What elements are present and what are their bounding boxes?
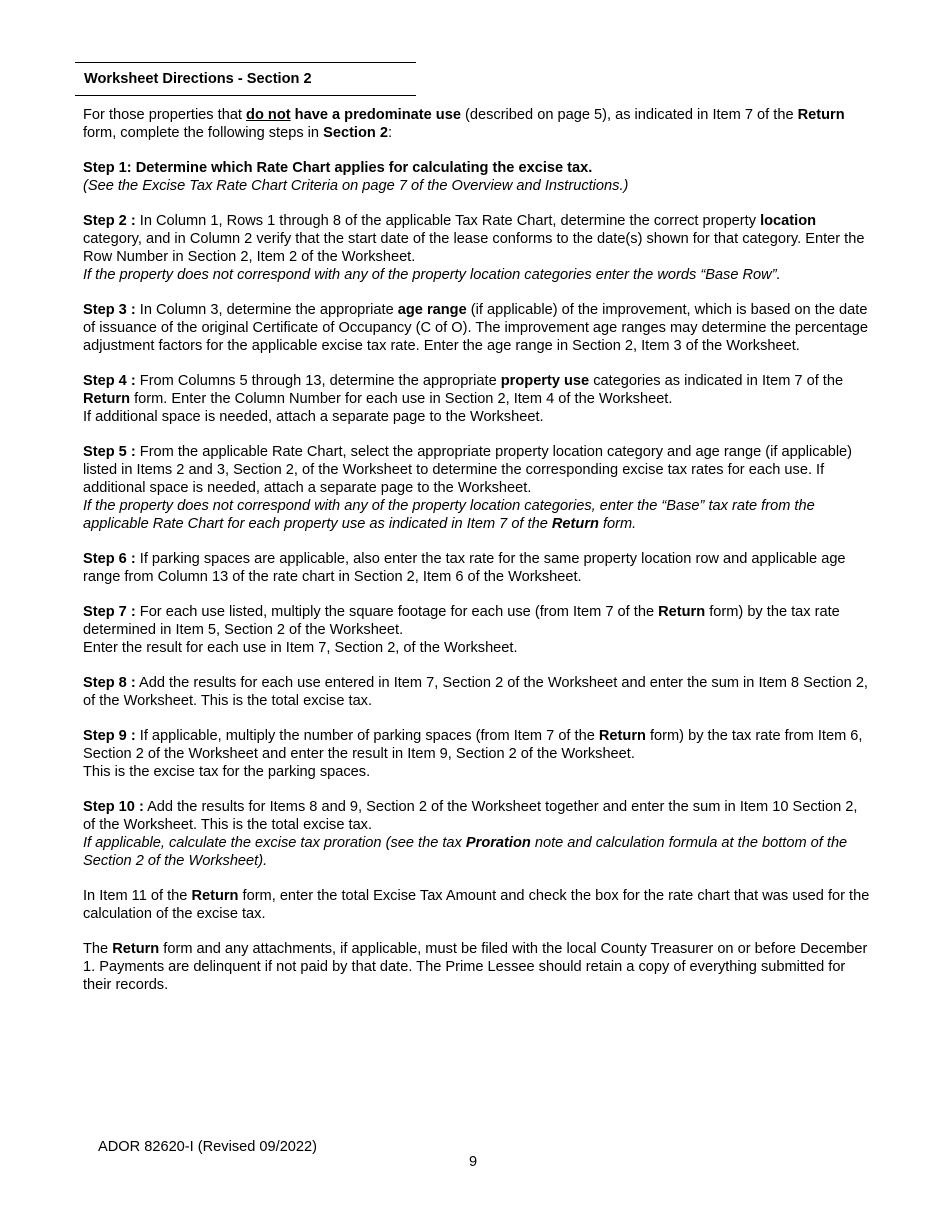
text-run: Add the results for each use entered in Item 7, Section 2 of the Worksheet and enter the sum in Item 8 Section 2, of the Worksheet. This is the total excise tax. <box>83 675 868 709</box>
emphasized-text: form. <box>598 516 637 532</box>
text-run: The <box>83 941 113 957</box>
text-run: category, and in Column 2 verify that the start date of the lease conforms to the date(s) shown for that category. Enter the Row Number in Section 2, Item 2 of the Worksheet. <box>83 231 865 265</box>
emphasized-text: Return <box>83 391 131 407</box>
text-run: form, enter the total Excise Tax Amount and check the box for the rate chart that was used for the calculation of the excise tax. <box>83 888 870 922</box>
text-run: From Columns 5 through 13, determine the appropriate <box>135 373 501 389</box>
emphasized-text: Return <box>112 941 160 957</box>
emphasized-text: Return <box>598 728 646 744</box>
heading-rule <box>75 95 416 96</box>
text-run: For each use listed, multiply the square footage for each use (from Item 7 of the <box>135 604 659 620</box>
emphasized-text: Step 3 : <box>83 302 136 318</box>
emphasized-text: Step 8 : <box>83 675 136 691</box>
text-run: If applicable, multiply the number of parking spaces (from Item 7 of the <box>135 728 599 744</box>
text-run: If additional space is needed, attach a separate page to the Worksheet. <box>83 409 544 425</box>
page-number: 9 <box>468 1154 478 1170</box>
text-run: form and any attachments, if applicable, must be filed with the local County Treasurer on or before December 1. Payments are delinquent if not paid by that date. The Prime Lessee should retain a copy of everything submitted for their records. <box>83 941 868 993</box>
emphasized-text: Return <box>658 604 706 620</box>
emphasized-text: If the property does not correspond with any of the property location categories enter the words “Base Row”. <box>83 267 781 283</box>
emphasized-text: Return <box>191 888 239 904</box>
text-run: Enter the result for each use in Item 7, Section 2, of the Worksheet. <box>83 640 518 656</box>
text-run: (described on page 5), as indicated in Item 7 of the <box>460 107 798 123</box>
text-run: This is the excise tax for the parking spaces. <box>83 764 371 780</box>
emphasized-text: age range <box>397 302 467 318</box>
text-run: (if applicable) of the improvement, which is based on the date of issuance of the original Certificate of Occupancy (C of O). The improvement age ranges may determine the percentage adjustment factors for the applicable excise tax rate. Enter the age range in Section 2, Item 3 of the Worksheet. <box>83 302 868 354</box>
emphasized-text: Step 7 : <box>83 604 136 620</box>
text-run: In Column 3, determine the appropriate <box>135 302 398 318</box>
emphasized-text: Step 10 : <box>83 799 144 815</box>
emphasized-text: note and calculation formula at the bottom of the Section 2 of the Worksheet). <box>83 835 848 869</box>
text-run: : <box>388 125 393 141</box>
direction-paragraph <box>83 798 873 870</box>
direction-paragraph <box>83 674 873 710</box>
form-identifier: ADOR 82620-I (Revised 09/2022) <box>98 1139 318 1155</box>
text-run: form, complete the following steps in <box>83 125 324 141</box>
emphasized-text: Return <box>797 107 845 123</box>
text-run: In Item 11 of the <box>83 888 192 904</box>
top-rule <box>75 62 416 63</box>
direction-paragraph <box>83 443 873 533</box>
direction-paragraph <box>83 603 873 657</box>
direction-paragraph <box>83 159 873 195</box>
direction-paragraph <box>83 550 873 586</box>
directions-body <box>83 106 873 1011</box>
direction-paragraph <box>83 301 873 355</box>
emphasized-text: If applicable, calculate the excise tax proration (see the tax <box>83 835 466 851</box>
text-run: If parking spaces are applicable, also enter the tax rate for the same property location row and applicable age range from Column 13 of the rate chart in Section 2, Item 6 of the Worksheet. <box>83 551 846 585</box>
emphasized-text: do not <box>246 107 291 123</box>
text-run: From the applicable Rate Chart, select the appropriate property location category and age range (if applicable) listed in Items 2 and 3, Section 2, of the Worksheet to determine the corresponding excise tax rates for each use. If additional space is needed, attach a separate page to the Worksheet. <box>83 444 853 496</box>
text-run: categories as indicated in Item 7 of the <box>589 373 844 389</box>
emphasized-text: Step 2 : <box>83 213 136 229</box>
text-run: form) by the tax rate determined in Item 5, Section 2 of the Worksheet. <box>83 604 840 638</box>
emphasized-text: (See the Excise Tax Rate Chart Criteria on page 7 of the Overview and Instructions.) <box>83 178 629 194</box>
text-run: form) by the tax rate from Item 6, Section 2 of the Worksheet and enter the result in Item 9, Section 2 of the Worksheet. <box>83 728 863 762</box>
emphasized-text: Step 5 : <box>83 444 136 460</box>
emphasized-text: Return <box>551 516 599 532</box>
emphasized-text: Proration <box>465 835 531 851</box>
text-run: form. Enter the Column Number for each use in Section 2, Item 4 of the Worksheet. <box>130 391 673 407</box>
direction-paragraph <box>83 887 873 923</box>
emphasized-text: Step 4 : <box>83 373 136 389</box>
emphasized-text: property use <box>500 373 590 389</box>
text-run: Add the results for Items 8 and 9, Section 2 of the Worksheet together and enter the sum in Item 10 Section 2, of the Worksheet. This is the total excise tax. <box>83 799 858 833</box>
emphasized-text: Step 9 : <box>83 728 136 744</box>
emphasized-text: Step 1: Determine which Rate Chart applies for calculating the excise tax. <box>83 160 593 176</box>
section-heading: Worksheet Directions - Section 2 <box>84 71 312 87</box>
text-run: For those properties that <box>83 107 247 123</box>
direction-paragraph <box>83 940 873 994</box>
emphasized-text: Section 2 <box>323 125 388 141</box>
emphasized-text: If the property does not correspond with any of the property location categories, enter the “Base” tax rate from the applicable Rate Chart for each property use as indicated in Item 7 of the <box>83 498 815 532</box>
emphasized-text: location <box>760 213 817 229</box>
text-run: In Column 1, Rows 1 through 8 of the applicable Tax Rate Chart, determine the correct property <box>135 213 761 229</box>
intro-paragraph <box>83 106 873 142</box>
direction-paragraph <box>83 727 873 781</box>
direction-paragraph <box>83 212 873 284</box>
emphasized-text: Step 6 : <box>83 551 136 567</box>
emphasized-text: have a predominate use <box>290 107 461 123</box>
direction-paragraph <box>83 372 873 426</box>
